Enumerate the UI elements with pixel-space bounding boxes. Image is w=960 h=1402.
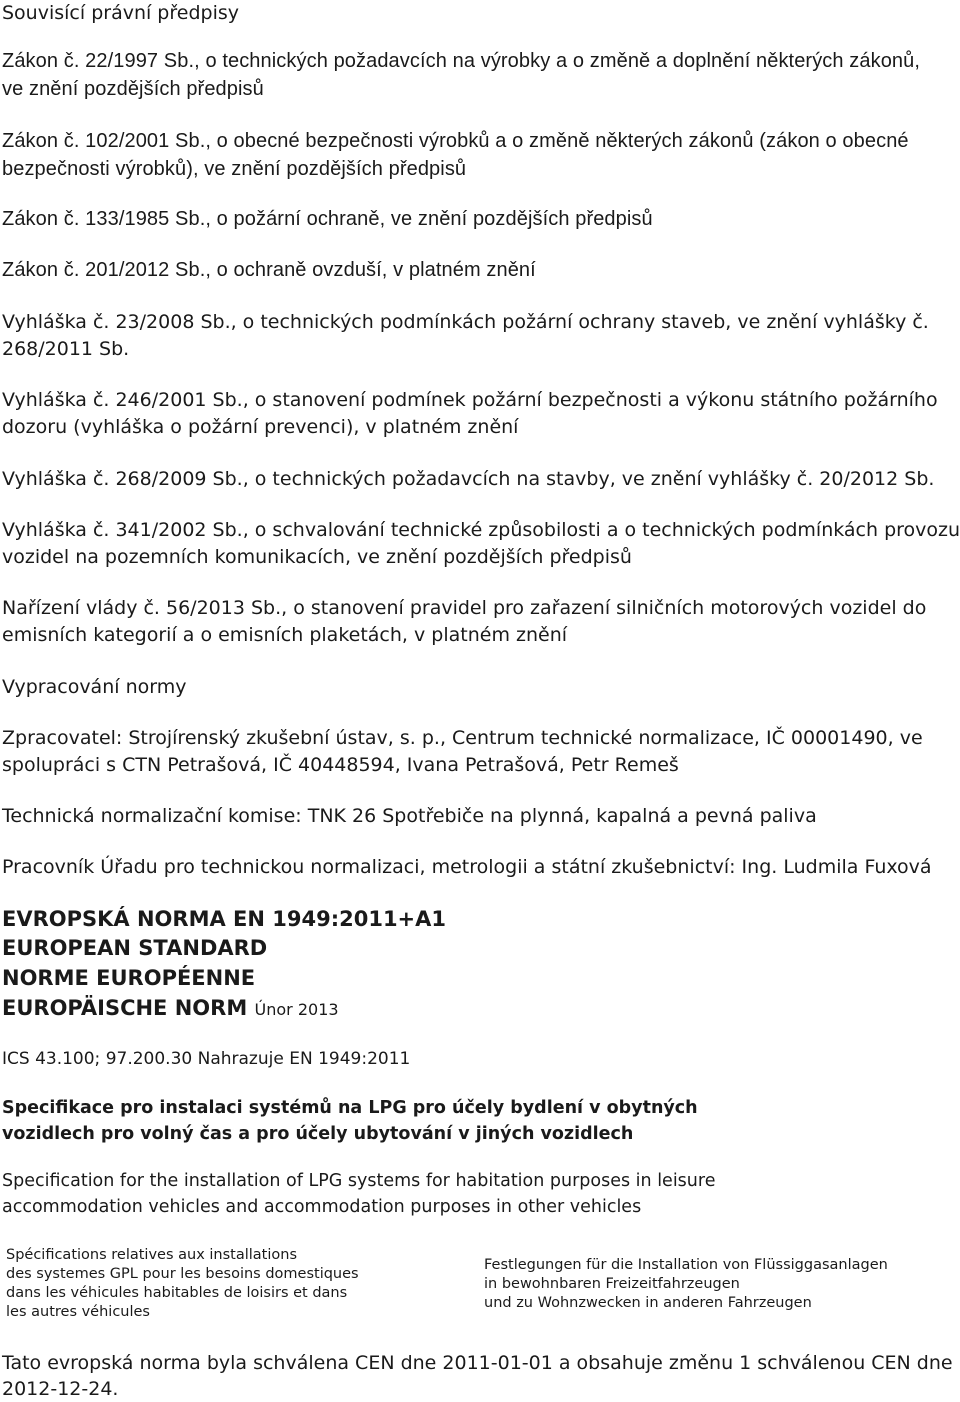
regulation-line: bezpečnosti výrobků), ve znění pozdějších předpisů (2, 158, 467, 180)
regulation-line: Zákon č. 133/1985 Sb., o požární ochraně, ve znění pozdějších předpisů (2, 208, 653, 230)
standard-title-en: EUROPEAN STANDARD (2, 936, 268, 960)
title-cs-line: Specifikace pro instalaci systémů na LPG pro účely bydlení v obytných (2, 1098, 698, 1118)
approval-line: Tato evropská norma byla schválena CEN dne 2011-01-01 a obsahuje změnu 1 schválenou CEN dne (2, 1352, 953, 1374)
regulation-line: Nařízení vlády č. 56/2013 Sb., o stanovení pravidel pro zařazení silničních motorových vozidel do (2, 597, 927, 619)
processor-line: Zpracovatel: Strojírenský zkušební ústav, s. p., Centrum technické normalizace, IČ 00001490, ve (2, 727, 923, 749)
regulation-line: Zákon č. 22/1997 Sb., o technických požadavcích na výrobky a o změně a doplnění některých zákonů, (2, 50, 921, 72)
title-fr-line: dans les véhicules habitables de loisirs et dans (6, 1285, 348, 1301)
regulation-line: Vyhláška č. 23/2008 Sb., o technických podmínkách požární ochrany staveb, ve znění vyhlášky č. (2, 311, 929, 333)
standard-date: Únor 2013 (254, 1000, 339, 1019)
ics-line: ICS 43.100; 97.200.30 Nahrazuje EN 1949:2011 (2, 1049, 411, 1069)
standard-title-cs: EVROPSKÁ NORMA EN 1949:2011+A1 (2, 907, 447, 931)
standard-title-fr: NORME EUROPÉENNE (2, 966, 256, 990)
title-cs-line: vozidlech pro volný čas a pro účely ubytování v jiných vozidlech (2, 1124, 634, 1144)
title-de-line: in bewohnbaren Freizeitfahrzeugen (484, 1276, 740, 1292)
section-title: Souvisící právní předpisy (2, 2, 239, 24)
regulation-line: vozidel na pozemních komunikacích, ve znění pozdějších předpisů (2, 546, 632, 568)
title-fr-line: Spécifications relatives aux installations (6, 1247, 297, 1263)
regulation-line: Vyhláška č. 246/2001 Sb., o stanovení podmínek požární bezpečnosti a výkonu státního požárního (2, 389, 938, 411)
title-de-line: Festlegungen für die Installation von Flüssiggasanlagen (484, 1257, 888, 1273)
title-en-line: accommodation vehicles and accommodation purposes in other vehicles (2, 1197, 642, 1217)
regulation-line: 268/2011 Sb. (2, 338, 130, 360)
regulation-line: dozoru (vyhláška o požární prevenci), v platném znění (2, 416, 519, 438)
title-de (484, 1256, 888, 1313)
title-fr-line: des systemes GPL pour les besoins domestiques (6, 1266, 359, 1282)
regulation-line: ve znění pozdějších předpisů (2, 78, 264, 100)
approval-line: 2012-12-24. (2, 1378, 119, 1400)
title-fr-line: les autres véhicules (6, 1304, 150, 1320)
regulation-line: Vyhláška č. 341/2002 Sb., o schvalování technické způsobilosti a o technických podmínkách provozu (2, 519, 960, 541)
regulation-line: Zákon č. 102/2001 Sb., o obecné bezpečnosti výrobků a o změně některých zákonů (zákon o obecné (2, 130, 909, 152)
officer: Pracovník Úřadu pro technickou normalizaci, metrologii a státní zkušebnictví: Ing. Ludmila Fuxová (2, 856, 932, 878)
title-de-line: und zu Wohnzwecken in anderen Fahrzeugen (484, 1295, 812, 1311)
regulation-line: Vyhláška č. 268/2009 Sb., o technických požadavcích na stavby, ve znění vyhlášky č. 20/2012 Sb. (2, 468, 935, 490)
committee: Technická normalizační komise: TNK 26 Spotřebiče na plynná, kapalná a pevná paliva (2, 805, 817, 827)
preparation-title: Vypracování normy (2, 676, 187, 698)
regulation-line: emisních kategorií a o emisních plaketách, v platném znění (2, 624, 568, 646)
title-fr (6, 1246, 359, 1322)
title-en-line: Specification for the installation of LPG systems for habitation purposes in leisure (2, 1171, 716, 1191)
standard-title-de: EUROPÄISCHE NORM (2, 996, 248, 1020)
standard-title-de-row (2, 993, 339, 1025)
regulation-line: Zákon č. 201/2012 Sb., o ochraně ovzduší, v platném znění (2, 259, 536, 281)
processor-line: spolupráci s CTN Petrašová, IČ 40448594, Ivana Petrašová, Petr Remeš (2, 754, 679, 776)
